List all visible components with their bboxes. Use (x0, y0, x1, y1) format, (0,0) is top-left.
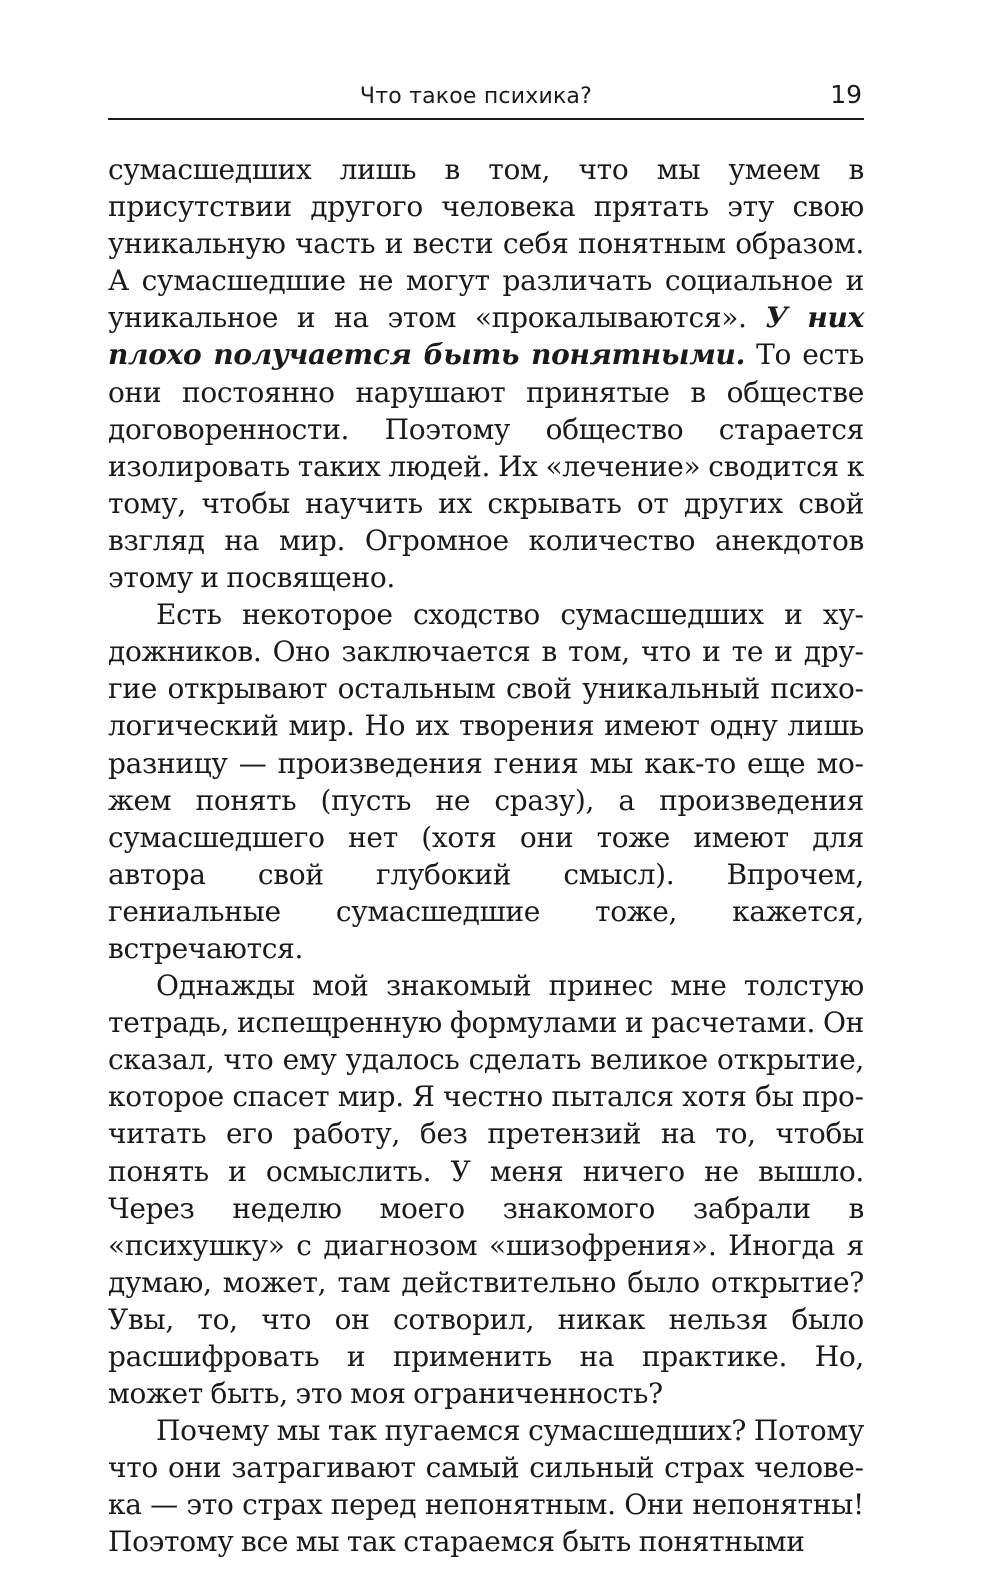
body-text (108, 151, 864, 1561)
running-head (108, 78, 864, 120)
text-run: сумасшедших лишь в том, что мы умеем в присутствии другого человека прятать эту свою уникальную часть и вести себя понятным образом. А сумасшедшие не могут различать социальное и уникальное и на этом «прокалываются». (108, 153, 864, 335)
paragraph (108, 151, 864, 596)
paragraph (108, 1412, 864, 1560)
paragraph (108, 967, 864, 1412)
text-run: Почему мы так пугаемся сумасшедших? Потому что они затрагивают самый сильный страх человека — это страх перед непонятным. Они непонятны! Поэтому все мы так стараемся быть понятными (108, 1414, 864, 1559)
paragraph (108, 596, 864, 967)
emphasized-text: У них плохо получается быть понятными. (108, 301, 864, 372)
chapter-title: Что такое психика? (359, 84, 592, 109)
text-run: То есть они постоянно нарушают принятые в обществе договоренности. Поэтому общество старается изолировать таких людей. Их «лечение» сводится к тому, чтобы научить их скрывать от других свой взгляд на мир. Огромное количество анекдотов этому и посвящено. (108, 338, 865, 595)
text-run: Однажды мой знакомый принес мне толстую тетрадь, испещренную формулами и расчетами. Он сказал, что ему удалось сделать великое открытие, которое спасет мир. Я честно пытался хотя бы прочитать его работу, без претензий на то, чтобы понять и осмыслить. У меня ничего не вышло. Через неделю моего знакомого забрали в «психушку» с диагнозом «шизофрения». Иногда я думаю, может, там действительно было открытие? Увы, то, что он сотворил, никак нельзя было расшифровать и применить на практике. Но, может быть, это моя ограниченность? (108, 969, 864, 1411)
page-number: 19 (830, 80, 862, 109)
text-run: Есть некоторое сходство сумасшедших и художников. Оно заключается в том, что и те и другие открывают остальным свой уникальный психологический мир. Но их творения имеют одну лишь разницу — произведения гения мы как-то еще можем понять (пусть не сразу), а произведения сумасшедшего нет (хотя они тоже имеют для автора свой глубокий смысл). Впрочем, гениальные сумасшедшие тоже, кажется, встречаются. (108, 598, 864, 965)
